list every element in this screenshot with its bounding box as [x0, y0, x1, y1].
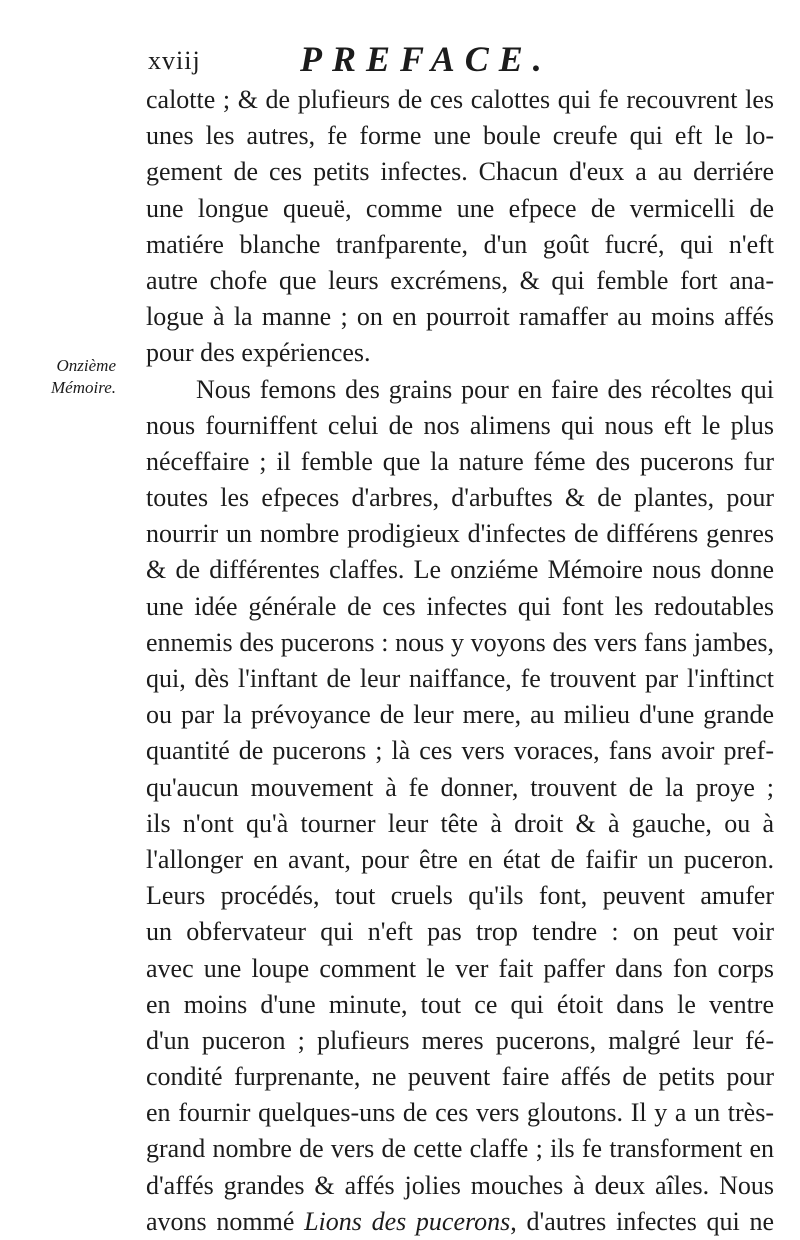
text-line: ils n'ont qu'à tourner leur tête à droit & à gauche, ou à	[146, 808, 774, 838]
margin-note	[6, 355, 116, 399]
margin-note-line-1: Onzième	[56, 356, 116, 375]
page-number: xviij	[148, 46, 201, 75]
text-line: nous fourniffent celui de nos alimens qui nous eft le plus	[146, 410, 774, 440]
running-title: PREFACE.	[300, 39, 552, 79]
text-line: grand nombre de vers de cette claffe ; ils fe transforment en	[146, 1134, 774, 1164]
text-line: ennemis des pucerons : nous y voyons des vers fans jambes,	[146, 627, 774, 657]
final-text-line	[146, 1204, 774, 1240]
text-line: toutes les efpeces d'arbres, d'arbuftes & de plantes, pour	[146, 483, 774, 513]
text-line: gement de ces petits infectes. Chacun d'eux a au derriére	[146, 157, 774, 187]
body-text	[146, 82, 774, 1240]
text-line: unes les autres, fe forme une boule creufe qui eft le lo-	[146, 121, 774, 151]
text-line: condité furprenante, ne peuvent faire affés de petits pour	[146, 1062, 774, 1092]
text-line: ou par la prévoyance de leur mere, au milieu d'une grande	[146, 700, 774, 730]
text-line: avec une loupe comment le ver fait paffer dans fon corps	[146, 953, 774, 983]
text-line: calotte ; & de plufieurs de ces calottes qui fe recouvrent les	[146, 85, 774, 114]
text-line: qu'aucun mouvement à fe donner, trouvent de la proye ;	[146, 772, 774, 802]
text-line: logue à la manne ; on en pourroit ramaffer au moins affés	[146, 302, 774, 332]
text-line: quantité de pucerons ; là ces vers voraces, fans avoir pref-	[146, 736, 774, 766]
text-line: d'un puceron ; plufieurs meres pucerons, malgré leur fé-	[146, 1025, 774, 1055]
text-line: d'affés grandes & affés jolies mouches à deux aîles. Nous	[146, 1170, 774, 1200]
text-line: Leurs procédés, tout cruels qu'ils font, peuvent amufer	[146, 881, 774, 911]
text-line: un obfervateur qui n'eft pas trop tendre : on peut voir	[146, 917, 774, 947]
text-line: & de différentes claffes. Le onziéme Mémoire nous donne	[146, 555, 774, 585]
text-line: une longue queuë, comme une efpece de vermicelli de	[146, 193, 774, 223]
final-line-start: avons nommé	[146, 1206, 305, 1236]
text-line: une idée générale de ces infectes qui font les redoutables	[146, 591, 774, 621]
text-line: Nous femons des grains pour en faire des récoltes qui	[196, 374, 774, 404]
text-line: autre chofe que leurs excrémens, & qui femble fort ana-	[146, 265, 774, 295]
text-line: en fournir quelques-uns de ces vers gloutons. Il y a un très-	[146, 1098, 774, 1128]
text-line: en moins d'une minute, tout ce qui étoit dans le ventre	[146, 989, 774, 1019]
running-head	[148, 38, 768, 78]
text-line: l'allonger en avant, pour être en état de faifir un puceron.	[146, 844, 774, 874]
italic-term: Lions des pucerons	[304, 1206, 511, 1236]
text-line: matiére blanche tranfparente, d'un goût fucré, qui n'eft	[146, 229, 774, 259]
text-line: nourrir un nombre prodigieux d'infectes de différens genres	[146, 519, 774, 549]
margin-note-line-2: Mémoire.	[51, 378, 116, 397]
text-line: néceffaire ; il femble que la nature féme des pucerons fur	[146, 446, 774, 476]
text-line: pour des expériences.	[146, 338, 371, 368]
final-line-end: , d'autres infectes qui ne	[510, 1206, 774, 1236]
text-line: qui, dès l'inftant de leur naiffance, fe trouvent par l'inftinct	[146, 664, 774, 693]
